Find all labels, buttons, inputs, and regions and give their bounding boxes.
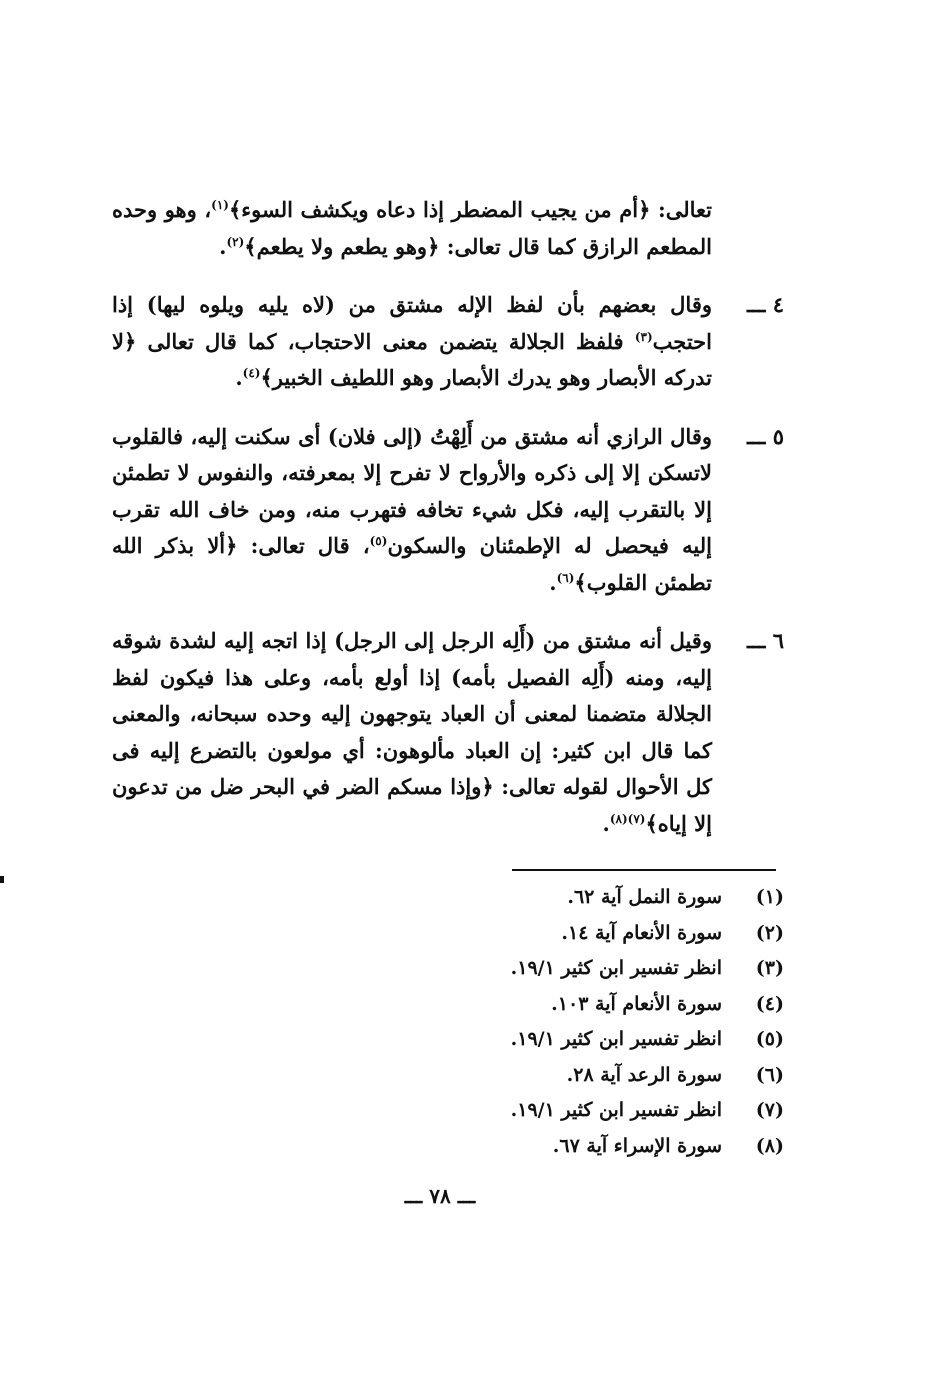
footnote-ref: (٥) <box>369 534 388 548</box>
footnote-ref: (٦) <box>556 570 575 585</box>
footnotes <box>440 880 784 1164</box>
paragraph-text <box>112 623 712 842</box>
text-part: فلفظ الجلالة يتضمن معنى الاحتجاب، كما قال تعالى ﴿لا تدركه الأبصار وهو يدرك الأبصار وهو اللطيف الخبير﴾ <box>112 328 712 390</box>
footnote-ref: (٣) <box>634 329 653 344</box>
footnote-number: (١) <box>755 886 784 908</box>
paragraph-text <box>112 419 712 602</box>
footnote-text: سورة الإسراء آية ٦٧. <box>552 1134 722 1157</box>
text-part: ، وهو وحده المطعم الرازق كما قال تعالى: ﴿وهو يطعم ولا يطعم﴾ <box>112 197 712 259</box>
text-part: ، قال تعالى: ﴿ألا بذكر الله تطمئن القلوب﴾ <box>112 533 712 595</box>
footnote <box>440 916 784 952</box>
text-part: . <box>549 569 557 595</box>
footnote-ref: (١) <box>211 198 229 212</box>
footnote-divider <box>512 869 776 871</box>
footnote-number: (٣) <box>755 957 784 979</box>
paragraph-text <box>112 287 712 397</box>
paragraph-number: ٦ ـــ <box>746 628 784 653</box>
text-part: . <box>235 365 243 390</box>
paragraph-5 <box>112 419 784 602</box>
footnote-number: (٤) <box>755 992 784 1015</box>
footnote-ref: (٢) <box>226 234 245 249</box>
footnote-text: سورة الرعد آية ٢٨. <box>566 1063 722 1086</box>
paragraph-text <box>112 192 784 265</box>
footnote <box>440 1022 784 1058</box>
paragraph-number: ٤ ـــ <box>746 292 784 317</box>
body-text <box>112 192 784 864</box>
footnote-number: (٦) <box>755 1063 784 1086</box>
footnote-number: (٢) <box>755 921 784 944</box>
text-part: تعالى: ﴿أم من يجيب المضطر إذا دعاه ويكشف السوء﴾ <box>228 197 712 222</box>
footnote-ref: (٤) <box>242 366 261 380</box>
footnote-ref: (٨) <box>609 811 628 826</box>
footnote-text: سورة الأنعام آية ١٠٣. <box>551 992 722 1015</box>
footnote-text: انظر تفسير ابن كثير ١٩/١. <box>510 957 722 979</box>
page-number: ـــ ٧٨ ـــ <box>404 1184 476 1208</box>
footnote-text: سورة الأنعام آية ١٤. <box>561 921 722 944</box>
footnote-text: انظر تفسير ابن كثير ١٩/١. <box>510 1028 722 1050</box>
paragraph-number: ٥ ـــ <box>746 423 784 449</box>
footnote-text: انظر تفسير ابن كثير ١٩/١. <box>510 1099 722 1121</box>
text-part: . <box>602 810 610 836</box>
text-part: وقال الرازي أنه مشتق من أَلِهْتُ (إلى فلان) أى سكنت إليه، فالقلوب لاتسكن إلا إلى ذكره والأرواح لا تفرح إلا بمعرفته، والنفوس لا تطمئن إلا بالتقرب إليه، فكل شيء تخافه فتهرب منه، ومن خاف الله تقرب إليه فيحصل له الإطمئنان والسكون <box>112 423 712 558</box>
footnote-ref: (٧) <box>627 811 646 826</box>
paragraph-4 <box>112 287 784 397</box>
footnote-number: (٨) <box>755 1134 784 1157</box>
footnote <box>440 880 784 916</box>
scan-edge-mark <box>0 876 4 883</box>
paragraph-continuation <box>112 192 784 265</box>
footnote-number: (٥) <box>755 1028 784 1050</box>
footnote <box>440 1129 784 1165</box>
footnote <box>440 1093 784 1129</box>
text-part: وقال بعضهم بأن لفظ الإله مشتق من (لاه يليه ويلوه ليها) إذا احتجب <box>112 292 712 354</box>
footnote-text: سورة النمل آية ٦٢. <box>567 886 722 908</box>
footnote <box>440 1058 784 1094</box>
footnote <box>440 987 784 1023</box>
footnote-number: (٧) <box>755 1099 784 1121</box>
footnote <box>440 951 784 987</box>
text-part: وقيل أنه مشتق من (أَلِه الرجل إلى الرجل) إذا اتجه إليه لشدة شوقه إليه، ومنه (أَلِه الفصيل بأمه) إذا أولع بأمه، وعلى هذا فيكون لفظ الجلالة متضمنا لمعنى أن العباد يتوجهون إليه وحده سبحانه، والمعنى كما قال ابن كثير: إن العباد مألوهون: أي مولعون بالتضرع إليه فى كل الأحوال لقوله تعالى: ﴿وإذا مسكم الضر في البحر ضل من تدعون إلا إياه﴾ <box>112 628 712 836</box>
paragraph-6 <box>112 623 784 842</box>
text-part: . <box>219 233 227 259</box>
